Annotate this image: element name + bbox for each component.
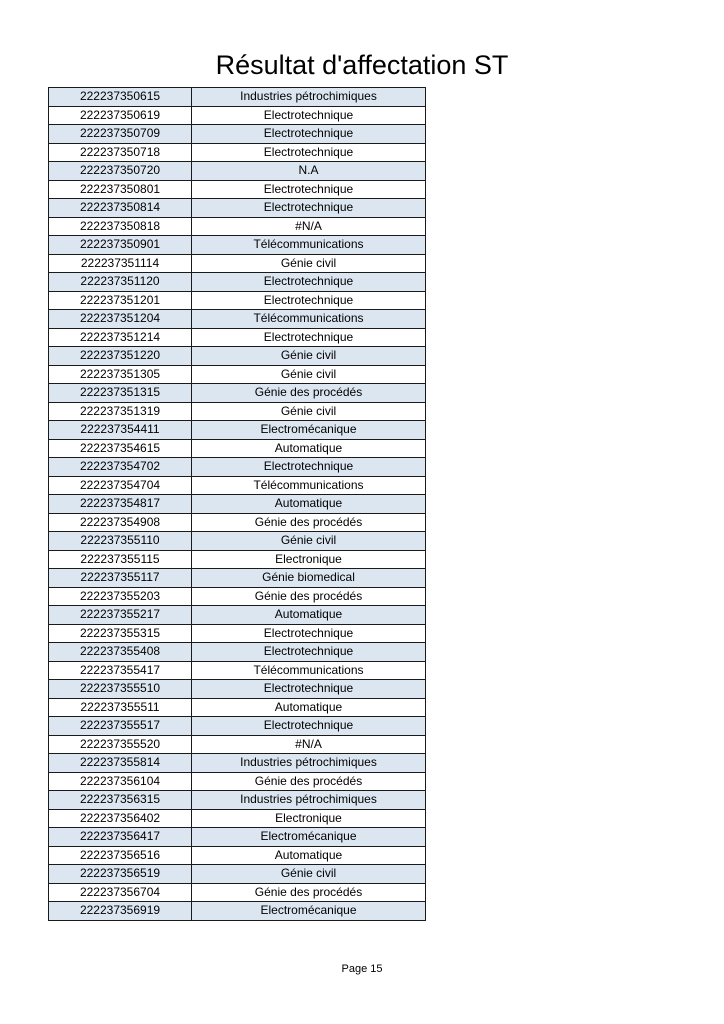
specialty-cell: Génie civil	[192, 365, 426, 384]
student-id-cell: 222237351204	[49, 310, 192, 329]
table-row	[49, 458, 426, 477]
specialty-cell: Génie des procédés	[192, 772, 426, 791]
specialty-cell: Génie des procédés	[192, 883, 426, 902]
student-id-cell: 222237350814	[49, 199, 192, 218]
table-row	[49, 88, 426, 107]
table-row	[49, 236, 426, 255]
specialty-cell: Télécommunications	[192, 236, 426, 255]
table-row	[49, 791, 426, 810]
table-row	[49, 217, 426, 236]
student-id-cell: 222237356315	[49, 791, 192, 810]
table-row	[49, 809, 426, 828]
table-row	[49, 550, 426, 569]
table-row	[49, 754, 426, 773]
specialty-cell: Automatique	[192, 439, 426, 458]
specialty-cell: Electrotechnique	[192, 717, 426, 736]
table-row	[49, 772, 426, 791]
table-row	[49, 384, 426, 403]
specialty-cell: Electrotechnique	[192, 106, 426, 125]
table-row	[49, 698, 426, 717]
table-row	[49, 347, 426, 366]
table-row	[49, 439, 426, 458]
student-id-cell: 222237356704	[49, 883, 192, 902]
student-id-cell: 222237355417	[49, 661, 192, 680]
specialty-cell: Génie civil	[192, 254, 426, 273]
student-id-cell: 222237356104	[49, 772, 192, 791]
student-id-cell: 222237354615	[49, 439, 192, 458]
table-row	[49, 106, 426, 125]
student-id-cell: 222237351214	[49, 328, 192, 347]
student-id-cell: 222237355520	[49, 735, 192, 754]
specialty-cell: Electrotechnique	[192, 680, 426, 699]
specialty-cell: N.A	[192, 162, 426, 181]
student-id-cell: 222237354817	[49, 495, 192, 514]
table-row	[49, 513, 426, 532]
table-row	[49, 476, 426, 495]
results-table	[48, 87, 426, 921]
student-id-cell: 222237356402	[49, 809, 192, 828]
page-number: Page 15	[341, 963, 383, 975]
specialty-cell: Génie civil	[192, 347, 426, 366]
specialty-cell: Génie civil	[192, 402, 426, 421]
student-id-cell: 222237350720	[49, 162, 192, 181]
student-id-cell: 222237351201	[49, 291, 192, 310]
specialty-cell: Automatique	[192, 495, 426, 514]
table-row	[49, 883, 426, 902]
specialty-cell: #N/A	[192, 217, 426, 236]
table-row	[49, 421, 426, 440]
specialty-cell: Télécommunications	[192, 476, 426, 495]
table-row	[49, 254, 426, 273]
specialty-cell: Electrotechnique	[192, 291, 426, 310]
specialty-cell: Génie des procédés	[192, 513, 426, 532]
specialty-cell: Electrotechnique	[192, 273, 426, 292]
table-row	[49, 328, 426, 347]
student-id-cell: 222237350818	[49, 217, 192, 236]
student-id-cell: 222237355517	[49, 717, 192, 736]
table-row	[49, 606, 426, 625]
specialty-cell: Electrotechnique	[192, 328, 426, 347]
table-row	[49, 402, 426, 421]
table-row	[49, 717, 426, 736]
specialty-cell: Télécommunications	[192, 310, 426, 329]
student-id-cell: 222237355408	[49, 643, 192, 662]
student-id-cell: 222237354908	[49, 513, 192, 532]
specialty-cell: Télécommunications	[192, 661, 426, 680]
specialty-cell: Industries pétrochimiques	[192, 88, 426, 107]
specialty-cell: Electrotechnique	[192, 458, 426, 477]
table-row	[49, 143, 426, 162]
student-id-cell: 222237355115	[49, 550, 192, 569]
specialty-cell: Automatique	[192, 846, 426, 865]
specialty-cell: Electromécanique	[192, 902, 426, 921]
table-row	[49, 735, 426, 754]
specialty-cell: Electronique	[192, 809, 426, 828]
specialty-cell: Electrotechnique	[192, 643, 426, 662]
results-table-body	[49, 88, 426, 921]
student-id-cell: 222237354704	[49, 476, 192, 495]
student-id-cell: 222237351315	[49, 384, 192, 403]
table-row	[49, 125, 426, 144]
table-row	[49, 902, 426, 921]
student-id-cell: 222237351120	[49, 273, 192, 292]
table-row	[49, 828, 426, 847]
student-id-cell: 222237356516	[49, 846, 192, 865]
student-id-cell: 222237355511	[49, 698, 192, 717]
student-id-cell: 222237350718	[49, 143, 192, 162]
table-row	[49, 532, 426, 551]
table-row	[49, 661, 426, 680]
student-id-cell: 222237354702	[49, 458, 192, 477]
student-id-cell: 222237350709	[49, 125, 192, 144]
student-id-cell: 222237355510	[49, 680, 192, 699]
table-row	[49, 643, 426, 662]
table-row	[49, 180, 426, 199]
student-id-cell: 222237356919	[49, 902, 192, 921]
specialty-cell: #N/A	[192, 735, 426, 754]
specialty-cell: Automatique	[192, 606, 426, 625]
student-id-cell: 222237351220	[49, 347, 192, 366]
student-id-cell: 222237355814	[49, 754, 192, 773]
table-row	[49, 680, 426, 699]
specialty-cell: Electrotechnique	[192, 125, 426, 144]
student-id-cell: 222237350801	[49, 180, 192, 199]
table-row	[49, 865, 426, 884]
table-row	[49, 291, 426, 310]
table-row	[49, 569, 426, 588]
student-id-cell: 222237350901	[49, 236, 192, 255]
specialty-cell: Electromécanique	[192, 421, 426, 440]
specialty-cell: Electrotechnique	[192, 624, 426, 643]
student-id-cell: 222237355203	[49, 587, 192, 606]
student-id-cell: 222237356519	[49, 865, 192, 884]
table-row	[49, 310, 426, 329]
student-id-cell: 222237350615	[49, 88, 192, 107]
table-row	[49, 587, 426, 606]
student-id-cell: 222237354411	[49, 421, 192, 440]
student-id-cell: 222237355117	[49, 569, 192, 588]
specialty-cell: Automatique	[192, 698, 426, 717]
specialty-cell: Electrotechnique	[192, 199, 426, 218]
specialty-cell: Génie des procédés	[192, 587, 426, 606]
table-row	[49, 162, 426, 181]
student-id-cell: 222237351319	[49, 402, 192, 421]
specialty-cell: Industries pétrochimiques	[192, 754, 426, 773]
specialty-cell: Industries pétrochimiques	[192, 791, 426, 810]
specialty-cell: Génie biomedical	[192, 569, 426, 588]
specialty-cell: Electrotechnique	[192, 143, 426, 162]
specialty-cell: Génie civil	[192, 532, 426, 551]
student-id-cell: 222237355110	[49, 532, 192, 551]
table-row	[49, 365, 426, 384]
specialty-cell: Génie civil	[192, 865, 426, 884]
table-row	[49, 273, 426, 292]
page-title: Résultat d'affectation ST	[215, 50, 509, 80]
table-row	[49, 199, 426, 218]
specialty-cell: Electronique	[192, 550, 426, 569]
student-id-cell: 222237351114	[49, 254, 192, 273]
student-id-cell: 222237350619	[49, 106, 192, 125]
specialty-cell: Génie des procédés	[192, 384, 426, 403]
student-id-cell: 222237351305	[49, 365, 192, 384]
table-row	[49, 495, 426, 514]
specialty-cell: Electrotechnique	[192, 180, 426, 199]
student-id-cell: 222237355217	[49, 606, 192, 625]
specialty-cell: Electromécanique	[192, 828, 426, 847]
table-row	[49, 846, 426, 865]
table-row	[49, 624, 426, 643]
student-id-cell: 222237355315	[49, 624, 192, 643]
student-id-cell: 222237356417	[49, 828, 192, 847]
